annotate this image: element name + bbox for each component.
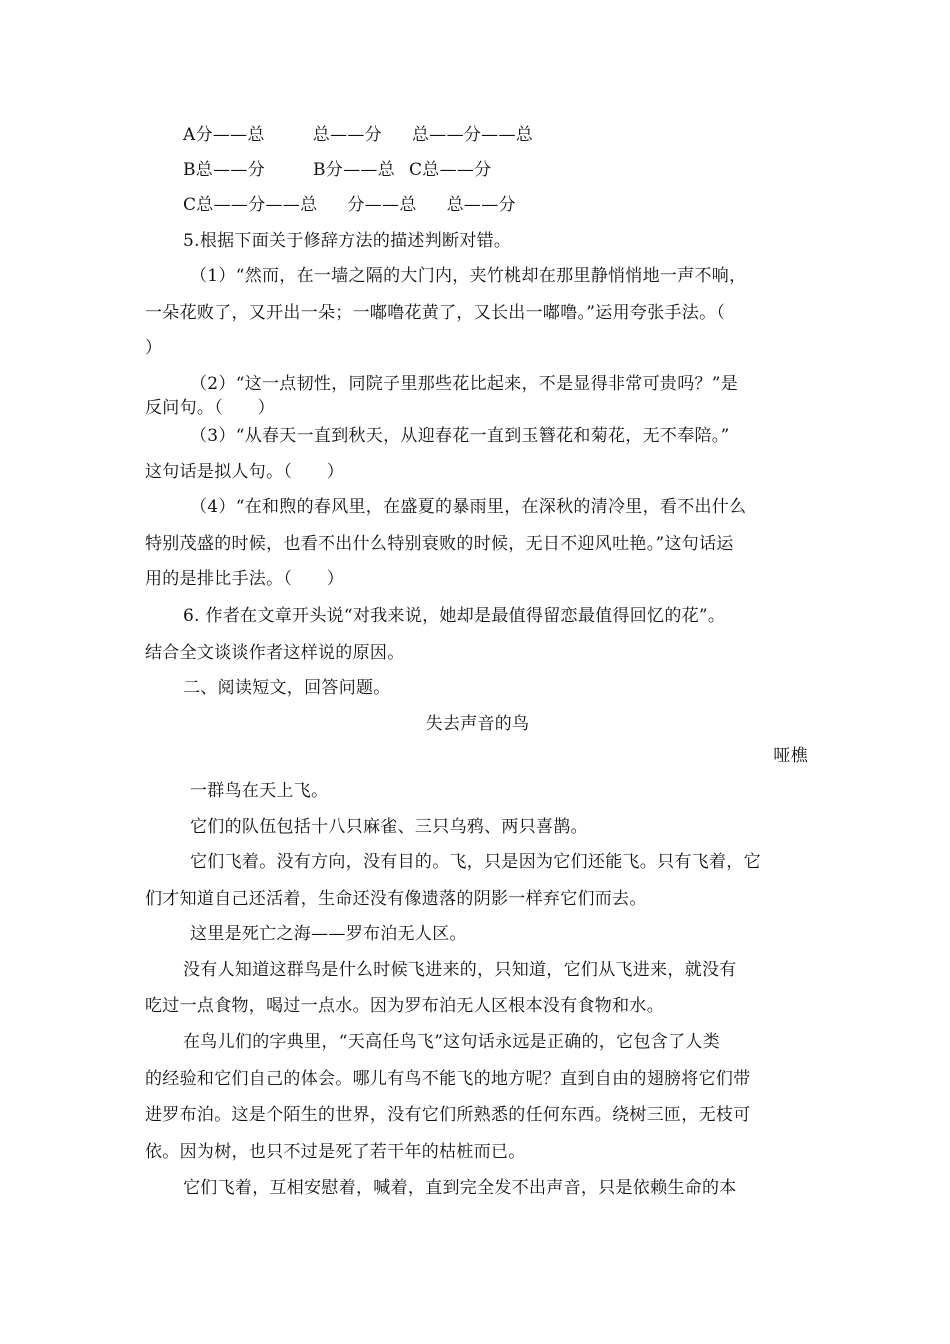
- story-author: 哑樵: [773, 746, 808, 766]
- q5-item2-line1: （2）“这一点韧性，同院子里那些花比起来，不是显得非常可贵吗？”是: [190, 374, 739, 394]
- section-2-heading: 二、阅读短文，回答问题。: [183, 678, 391, 698]
- option-c-part1: C总——分——总: [183, 195, 318, 215]
- q5-item1-line1: （1）“然而，在一墙之隔的大门内，夹竹桃却在那里静悄悄地一声不响，: [190, 266, 747, 286]
- option-c-part3: 总——分: [446, 195, 516, 215]
- q5-item1-line3: ）: [145, 338, 163, 358]
- option-a-part1: A分——总: [183, 125, 265, 145]
- story-paragraph-1: 一群鸟在天上飞。: [190, 781, 329, 801]
- story-paragraph-3-line2: 们才知道自己还活着，生命还没有像遗落的阴影一样弃它们而去。: [145, 889, 647, 909]
- story-paragraph-6-line3: 进罗布泊。这是个陌生的世界，没有它们所熟悉的任何东西。绕树三匝，无枝可: [145, 1105, 751, 1125]
- option-b-part3: C总——分: [409, 160, 492, 180]
- story-paragraph-2: 它们的队伍包括十八只麻雀、三只乌鸦、两只喜鹊。: [190, 817, 588, 837]
- option-a-part3: 总——分——总: [411, 125, 534, 145]
- story-paragraph-6-line2: 的经验和它们自己的体会。哪儿有鸟不能飞的地方呢？直到自由的翅膀将它们带: [145, 1069, 751, 1089]
- q5-item2-line2: 反问句。（ ）: [145, 398, 275, 418]
- question-6-line1: 6. 作者在文章开头说“对我来说，她却是最值得留恋最值得回忆的花”。: [183, 606, 726, 626]
- option-b-part1: B总——分: [183, 160, 265, 180]
- story-paragraph-5-line1: 没有人知道这群鸟是什么时候飞进来的，只知道，它们从飞进来，就没有: [183, 960, 737, 980]
- question-6-line2: 结合全文谈谈作者这样说的原因。: [145, 643, 405, 663]
- q5-item1-line2: 一朵花败了，又开出一朵；一嘟噜花黄了，又长出一嘟噜。”运用夸张手法。（: [145, 303, 726, 323]
- q5-item3-line1: （3）“从春天一直到秋天，从迎春花一直到玉簪花和菊花，无不奉陪。”: [190, 426, 730, 446]
- story-paragraph-5-line2: 吃过一点食物，喝过一点水。因为罗布泊无人区根本没有食物和水。: [145, 996, 664, 1016]
- q5-item4-line1: （4）“在和煦的春风里，在盛夏的暴雨里，在深秋的清冷里，看不出什么: [190, 497, 747, 517]
- q5-item3-line2: 这句话是拟人句。（ ）: [145, 462, 345, 482]
- story-paragraph-3-line1: 它们飞着。没有方向，没有目的。飞，只是因为它们还能飞。只有飞着，它: [190, 852, 761, 872]
- q5-item4-line2: 特别茂盛的时候，也看不出什么特别衰败的时候，无日不迎风吐艳。”这句话运: [145, 534, 734, 554]
- option-b-part2: B分——总: [313, 160, 395, 180]
- option-c-part2: 分——总: [347, 195, 417, 215]
- story-paragraph-4: 这里是死亡之海——罗布泊无人区。: [190, 924, 467, 944]
- option-a-part2: 总——分: [312, 125, 382, 145]
- question-5-title: 5.根据下面关于修辞方法的描述判断对错。: [183, 231, 512, 251]
- q5-item4-line3: 用的是排比手法。（ ）: [145, 569, 345, 589]
- option-row-b: [183, 158, 848, 182]
- option-row-a: [183, 123, 848, 147]
- story-title: 失去声音的鸟: [425, 714, 530, 734]
- story-paragraph-7-line1: 它们飞着，互相安慰着，喊着，直到完全发不出声音，只是依赖生命的本: [183, 1178, 737, 1198]
- story-paragraph-6-line1: 在鸟儿们的字典里，“天高任鸟飞”这句话永远是正确的，它包含了人类: [183, 1032, 720, 1052]
- option-row-c: [183, 193, 848, 217]
- story-paragraph-6-line4: 依。因为树，也只不过是死了若干年的枯桩而已。: [145, 1142, 526, 1162]
